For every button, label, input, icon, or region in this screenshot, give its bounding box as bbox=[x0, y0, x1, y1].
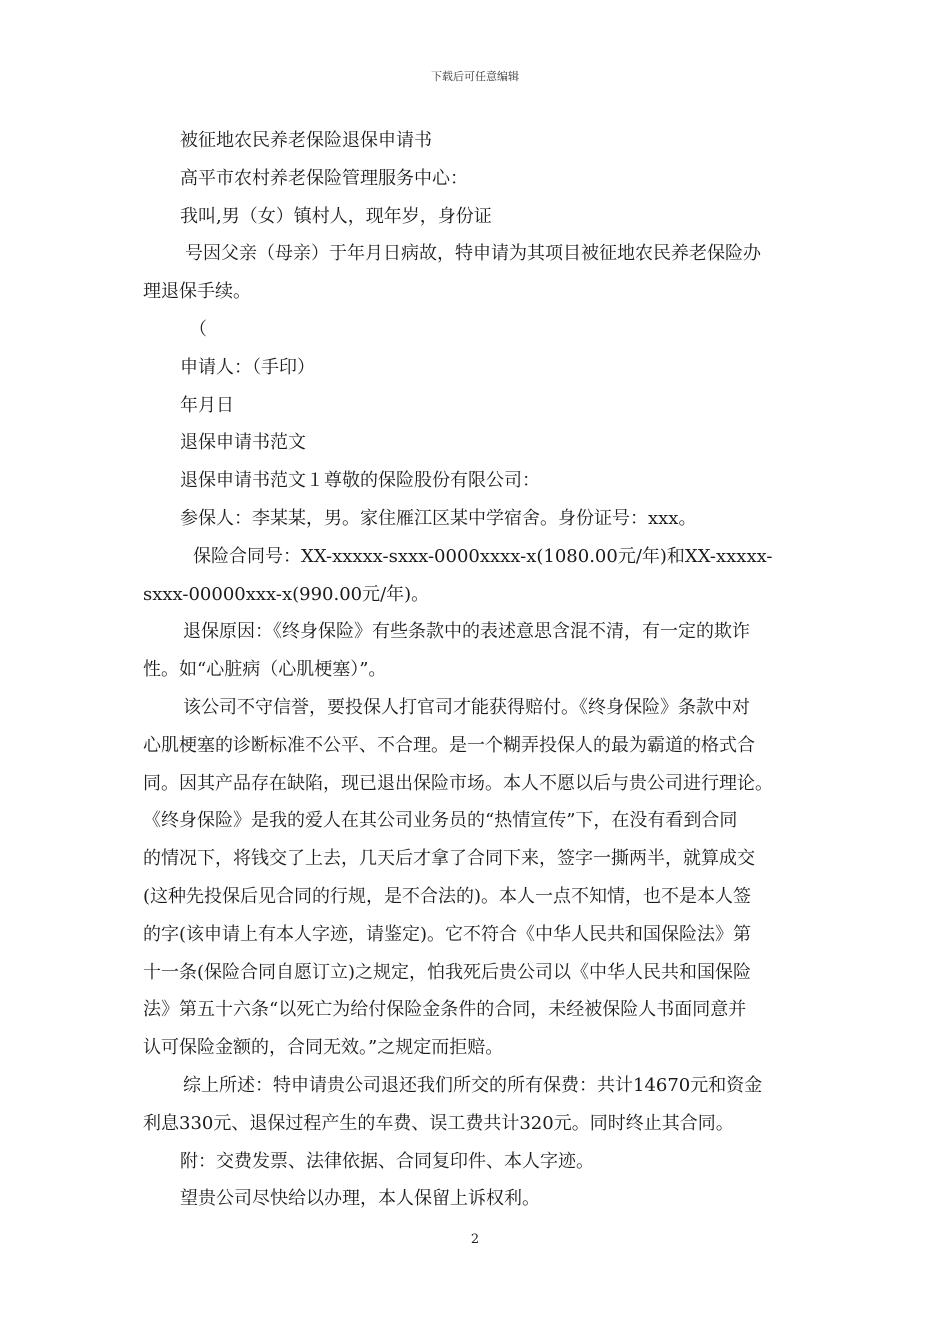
body-line: 退保申请书范文１尊敬的保险股份有限公司： bbox=[180, 470, 540, 492]
body-line: 的字(该申请上有本人字迹，请鉴定)。它不符合《中华人民共和国保险法》第 bbox=[143, 923, 752, 945]
body-line: (这种先投保后见合同的行规，是不合法的)。本人一点不知情，也不是本人签 bbox=[143, 885, 752, 907]
body-line: 综上所述：特申请贵公司退还我们所交的所有保费：共计14670元和资金 bbox=[183, 1074, 763, 1096]
page-number: 2 bbox=[470, 1232, 480, 1247]
body-line: 我叫,男（女）镇村人，现年岁，身份证 bbox=[180, 205, 492, 227]
body-line: （ bbox=[189, 318, 207, 340]
body-line: 该公司不守信誉，要投保人打官司才能获得赔付。《终身保险》条款中对 bbox=[183, 696, 750, 718]
body-line: 退保原因：《终身保险》有些条款中的表述意思含混不清，有一定的欺诈 bbox=[183, 621, 750, 643]
body-line: 同。因其产品存在缺陷，现已退出保险市场。本人不愿以后与贵公司进行理论。 bbox=[143, 772, 773, 794]
body-line: 心肌梗塞的诊断标准不公平、不合理。是一个糊弄投保人的最为霸道的格式合 bbox=[143, 734, 755, 756]
body-line: sxxx-00000xxx-x(990.00元/年)。 bbox=[143, 583, 430, 605]
closing-line: 望贵公司尽快给以办理，本人保留上诉权利。 bbox=[180, 1188, 540, 1210]
page-header: 下载后可任意编辑 bbox=[431, 70, 519, 83]
body-line: 利息330元、退保过程产生的车费、误工费共计320元。同时终止其合同。 bbox=[143, 1112, 734, 1134]
body-line: 号因父亲（母亲）于年月日病故，特申请为其项目被征地农民养老保险办 bbox=[185, 243, 761, 265]
section-title: 退保申请书范文 bbox=[180, 432, 306, 454]
applicant-line: 申请人：（手印） bbox=[180, 356, 315, 378]
document-title: 被征地农民养老保险退保申请书 bbox=[180, 130, 432, 151]
document-body bbox=[143, 122, 809, 1218]
body-line: 性。如“心脏病（心肌梗塞）”。 bbox=[143, 659, 387, 681]
date-line: 年月日 bbox=[180, 394, 234, 416]
body-line: 认可保险金额的，合同无效。”之规定而拒赔。 bbox=[143, 1037, 504, 1059]
body-line: 《终身保险》是我的爱人在其公司业务员的“热情宣传”下，在没有看到合同 bbox=[143, 810, 738, 832]
body-line: 十一条(保险合同自愿订立)之规定，怕我死后贵公司以《中华人民共和国保险 bbox=[143, 961, 752, 983]
body-line: 法》第五十六条“以死亡为给付保险金条件的合同，未经被保险人书面同意并 bbox=[143, 999, 747, 1021]
attachment-line: 附：交费发票、法律依据、合同复印件、本人字迹。 bbox=[180, 1150, 594, 1172]
addressee-line: 高平市农村养老保险管理服务中心： bbox=[180, 167, 468, 189]
body-line: 的情况下，将钱交了上去，几天后才拿了合同下来，签字一撕两半，就算成交 bbox=[143, 848, 755, 870]
body-line: 理退保手续。 bbox=[143, 281, 251, 303]
body-line: 保险合同号：XX-xxxxx-sxxx-0000xxxx-x(1080.00元/年)和XX-xxxxx- bbox=[193, 545, 773, 567]
body-line: 参保人：李某某，男。家住雁江区某中学宿舍。身份证号：xxx。 bbox=[180, 507, 697, 529]
